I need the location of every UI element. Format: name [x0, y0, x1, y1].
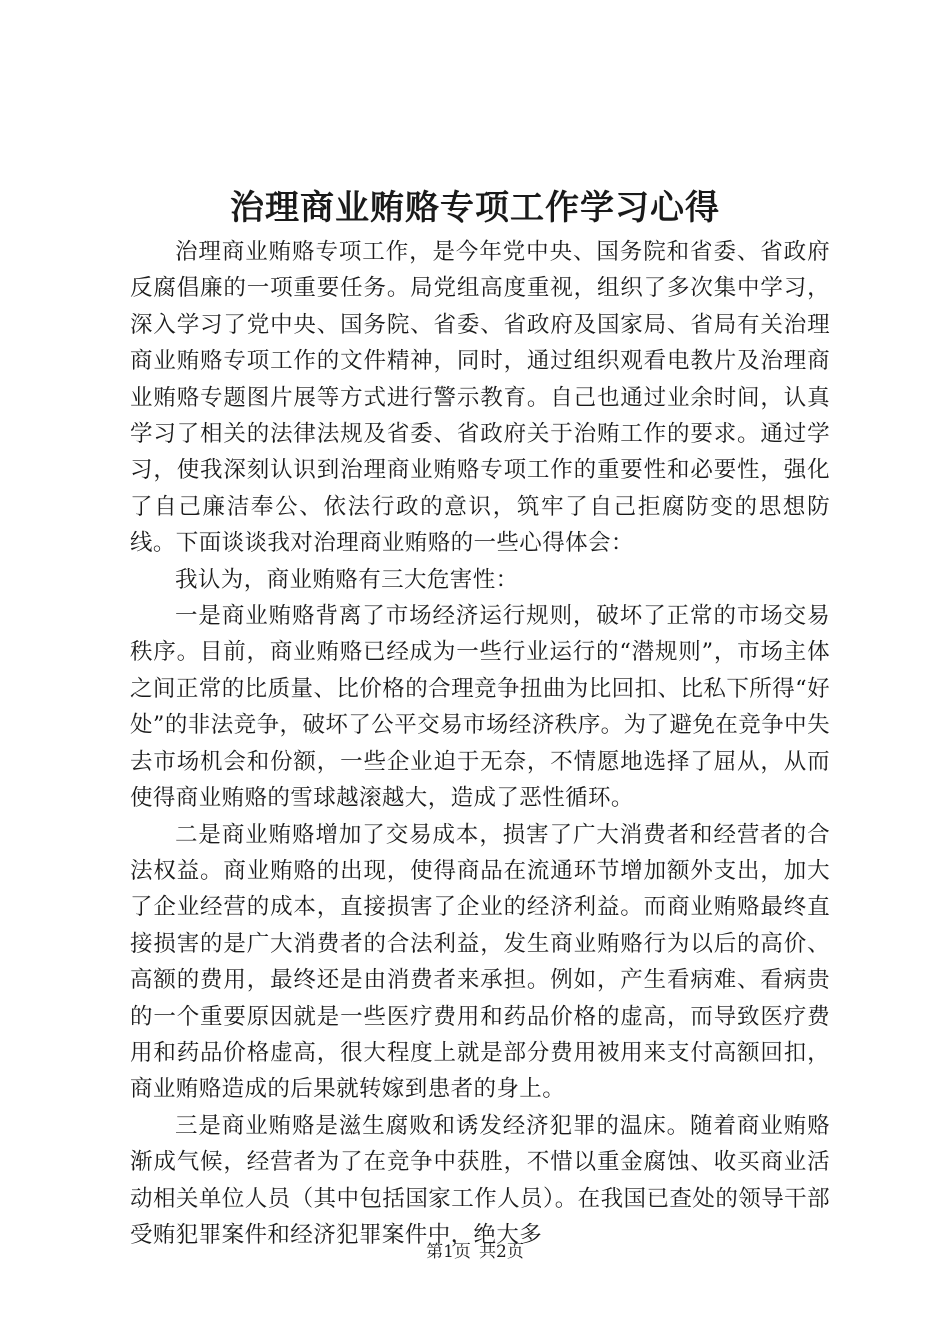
- document-body: [130, 234, 830, 1253]
- page-total: 共2页: [479, 1242, 524, 1262]
- document-title: 治理商业贿赂专项工作学习心得: [230, 188, 720, 228]
- page-number: 第1页: [426, 1242, 471, 1262]
- paragraph-harm-two: 二是商业贿赂增加了交易成本，损害了广大消费者和经营者的合法权益。商业贿赂的出现，使得商品在流通环节增加额外支出，加大了企业经营的成本，直接损害了企业的经济利益。而商业贿赂最终直接损害的是广大消费者的合法利益，发生商业贿赂行为以后的高价、高额的费用，最终还是由消费者来承担。例如，产生看病难、看病贵的一个重要原因就是一些医疗费用和药品价格的虚高，而导致医疗费用和药品价格虚高，很大程度上就是部分费用被用来支付高额回扣，商业贿赂造成的后果就转嫁到患者的身上。: [130, 821, 830, 1103]
- page-footer: [0, 1240, 950, 1264]
- paragraph-intro: 治理商业贿赂专项工作，是今年党中央、国务院和省委、省政府反腐倡廉的一项重要任务。局党组高度重视，组织了多次集中学习，深入学习了党中央、国务院、省委、省政府及国家局、省局有关治理商业贿赂专项工作的文件精神，同时，通过组织观看电教片及治理商业贿赂专题图片展等方式进行警示教育。自己也通过业余时间，认真学习了相关的法律法规及省委、省政府关于治贿工作的要求。通过学习，使我深刻认识到治理商业贿赂专项工作的重要性和必要性，强化了自己廉洁奉公、依法行政的意识，筑牢了自己拒腐防变的思想防线。下面谈谈我对治理商业贿赂的一些心得体会：: [130, 239, 830, 557]
- paragraph-harm-three: 三是商业贿赂是滋生腐败和诱发经济犯罪的温床。随着商业贿赂渐成气候，经营者为了在竞争中获胜，不惜以重金腐蚀、收买商业活动相关单位人员（其中包括国家工作人员）。在我国已查处的领导干部受贿犯罪案件和经济犯罪案件中，绝大多: [130, 1112, 830, 1248]
- paragraph-three-harms: 我认为，商业贿赂有三大危害性：: [175, 566, 519, 593]
- paragraph-harm-one: 一是商业贿赂背离了市场经济运行规则，破坏了正常的市场交易秩序。目前，商业贿赂已经成为一些行业运行的“潜规则”，市场主体之间正常的比质量、比价格的合理竞争扭曲为比回扣、比私下所得“好处”的非法竞争，破坏了公平交易市场经济秩序。为了避免在竞争中失去市场机会和份额，一些企业迫于无奈，不情愿地选择了屈从，从而使得商业贿赂的雪球越滚越大，造成了恶性循环。: [130, 603, 830, 812]
